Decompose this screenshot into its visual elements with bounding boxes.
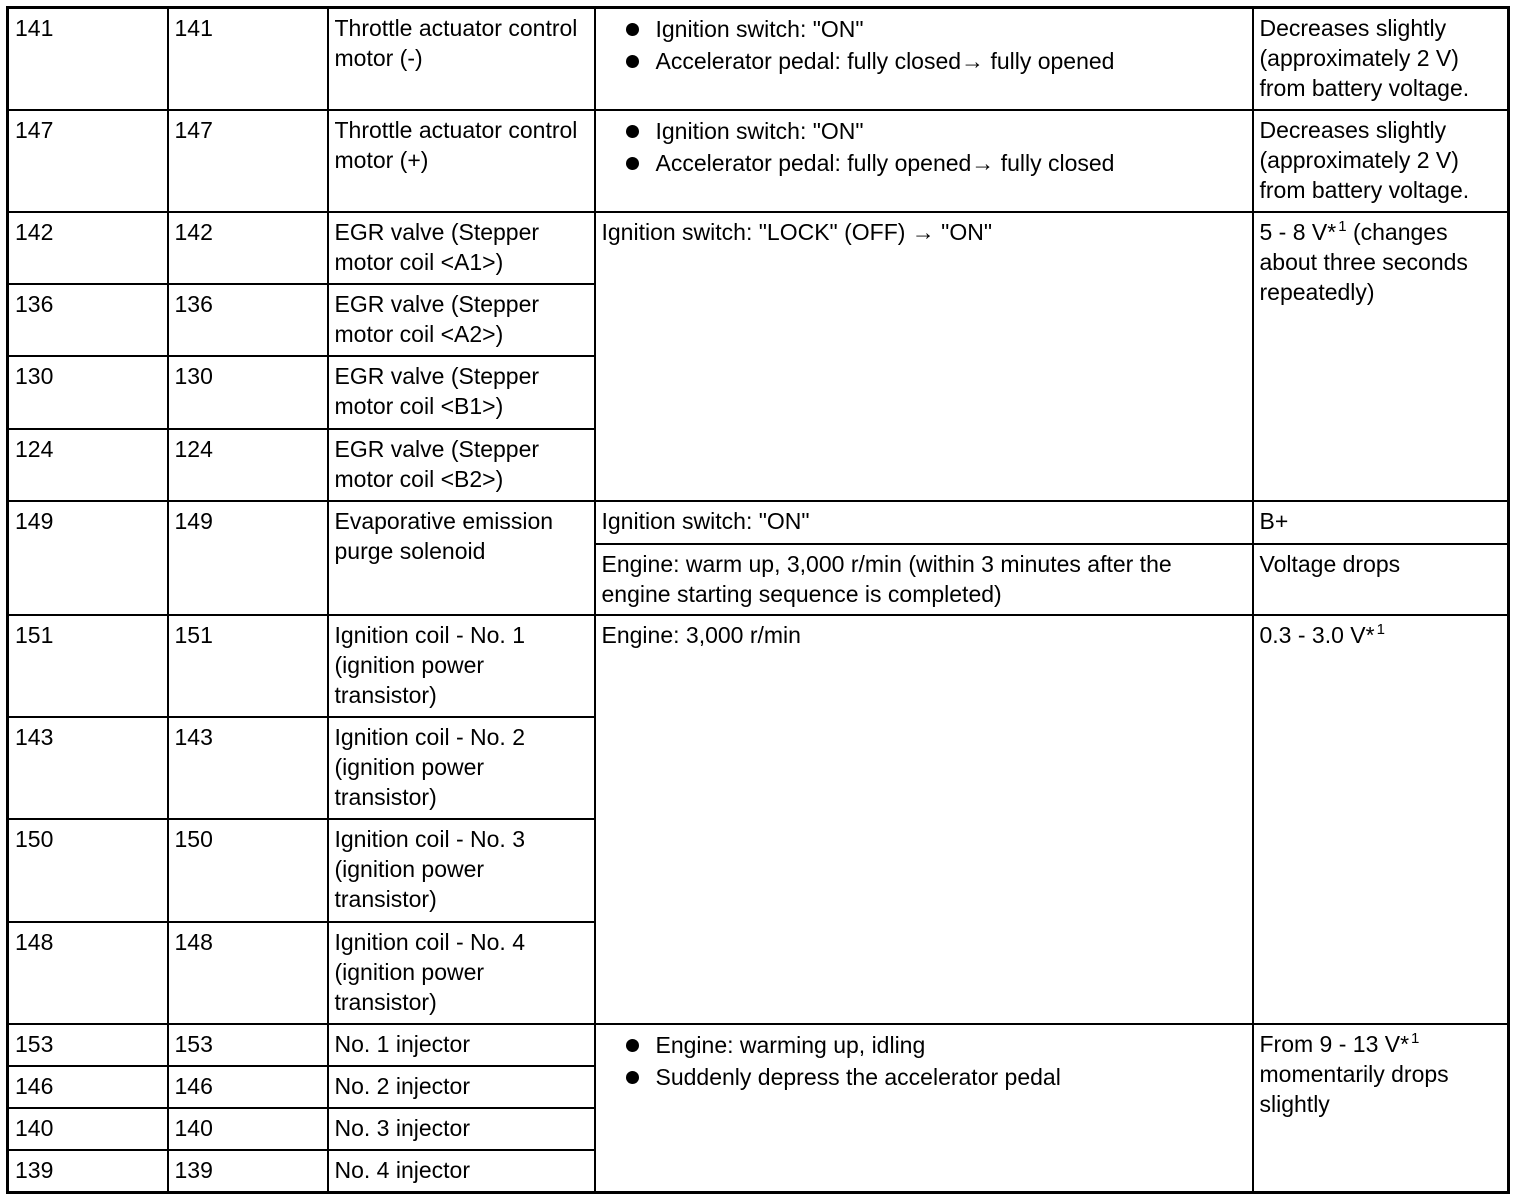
condition-item: Accelerator pedal: fully opened→ fully closed xyxy=(622,147,1246,179)
terminal-no-cell: 146 xyxy=(8,1066,168,1108)
condition-item: Ignition switch: "ON" xyxy=(622,13,1246,45)
terminal-no-cell: 151 xyxy=(168,615,328,717)
check-item-cell: EGR valve (Stepper motor coil <B2>) xyxy=(328,429,595,501)
condition-cell: Engine: 3,000 r/min xyxy=(595,615,1253,1024)
terminal-no-cell: 147 xyxy=(168,110,328,212)
terminal-no-cell: 149 xyxy=(8,501,168,615)
check-item-cell: Ignition coil - No. 1 (ignition power transistor) xyxy=(328,615,595,717)
condition-cell xyxy=(595,1024,1253,1193)
terminal-no-cell: 139 xyxy=(168,1150,328,1192)
terminal-no-cell: 149 xyxy=(168,501,328,615)
terminal-no-cell: 150 xyxy=(168,819,328,921)
normal-condition-cell: 0.3 - 3.0 V* $^1$ xyxy=(1253,615,1509,1024)
bullet-icon xyxy=(626,55,639,68)
normal-condition-cell: B+ xyxy=(1253,501,1509,544)
terminal-no-cell: 148 xyxy=(168,922,328,1024)
terminal-no-cell: 142 xyxy=(8,212,168,284)
check-item-cell: Throttle actuator control motor (+) xyxy=(328,110,595,212)
table-row xyxy=(8,212,1509,284)
check-item-cell: Evaporative emission purge solenoid xyxy=(328,501,595,615)
terminal-no-cell: 130 xyxy=(168,356,328,428)
table-row xyxy=(8,110,1509,212)
normal-condition-cell: Voltage drops xyxy=(1253,544,1509,615)
terminal-no-cell: 146 xyxy=(168,1066,328,1108)
terminal-no-cell: 153 xyxy=(168,1024,328,1066)
terminal-no-cell: 148 xyxy=(8,922,168,1024)
normal-condition-cell: Decreases slightly (approximately 2 V) from battery voltage. xyxy=(1253,8,1509,110)
condition-cell: Ignition switch: "ON" xyxy=(595,501,1253,544)
terminal-voltage-table xyxy=(6,6,1510,1194)
table-row xyxy=(8,501,1509,544)
bullet-icon xyxy=(626,23,639,36)
check-item-cell: EGR valve (Stepper motor coil <A2>) xyxy=(328,284,595,356)
terminal-no-cell: 140 xyxy=(8,1108,168,1150)
condition-cell: Engine: warm up, 3,000 r/min (within 3 minutes after the engine starting sequence is completed) xyxy=(595,544,1253,615)
check-item-cell: Throttle actuator control motor (-) xyxy=(328,8,595,110)
terminal-no-cell: 143 xyxy=(168,717,328,819)
bullet-icon xyxy=(626,1071,639,1084)
check-item-cell: EGR valve (Stepper motor coil <B1>) xyxy=(328,356,595,428)
condition-item: Accelerator pedal: fully closed→ fully opened xyxy=(622,45,1246,77)
terminal-no-cell: 143 xyxy=(8,717,168,819)
terminal-no-cell: 141 xyxy=(8,8,168,110)
terminal-no-cell: 151 xyxy=(8,615,168,717)
terminal-no-cell: 136 xyxy=(8,284,168,356)
bullet-icon xyxy=(626,157,639,170)
check-item-cell: Ignition coil - No. 3 (ignition power transistor) xyxy=(328,819,595,921)
terminal-no-cell: 124 xyxy=(8,429,168,501)
table-row xyxy=(8,8,1509,110)
condition-item: Suddenly depress the accelerator pedal xyxy=(622,1061,1246,1093)
check-item-cell: No. 1 injector xyxy=(328,1024,595,1066)
table-row xyxy=(8,615,1509,717)
terminal-no-cell: 136 xyxy=(168,284,328,356)
check-item-cell: Ignition coil - No. 2 (ignition power transistor) xyxy=(328,717,595,819)
condition-cell xyxy=(595,8,1253,110)
terminal-no-cell: 153 xyxy=(8,1024,168,1066)
terminal-no-cell: 130 xyxy=(8,356,168,428)
terminal-no-cell: 140 xyxy=(168,1108,328,1150)
terminal-no-cell: 150 xyxy=(8,819,168,921)
terminal-no-cell: 142 xyxy=(168,212,328,284)
normal-condition-cell: From 9 - 13 V* $^1$ momentarily drops slightly xyxy=(1253,1024,1509,1193)
bullet-icon xyxy=(626,1039,639,1052)
condition-item: Engine: warming up, idling xyxy=(622,1029,1246,1061)
check-item-cell: No. 2 injector xyxy=(328,1066,595,1108)
condition-item: Ignition switch: "ON" xyxy=(622,115,1246,147)
check-item-cell: No. 4 injector xyxy=(328,1150,595,1192)
terminal-no-cell: 124 xyxy=(168,429,328,501)
terminal-no-cell: 147 xyxy=(8,110,168,212)
condition-cell: Ignition switch: "LOCK" (OFF) → "ON" xyxy=(595,212,1253,501)
check-item-cell: EGR valve (Stepper motor coil <A1>) xyxy=(328,212,595,284)
terminal-no-cell: 141 xyxy=(168,8,328,110)
check-item-cell: No. 3 injector xyxy=(328,1108,595,1150)
check-item-cell: Ignition coil - No. 4 (ignition power transistor) xyxy=(328,922,595,1024)
condition-cell xyxy=(595,110,1253,212)
normal-condition-cell: 5 - 8 V* $^1$ (changes about three seconds repeatedly) xyxy=(1253,212,1509,501)
table-row xyxy=(8,1024,1509,1066)
normal-condition-cell: Decreases slightly (approximately 2 V) from battery voltage. xyxy=(1253,110,1509,212)
bullet-icon xyxy=(626,125,639,138)
terminal-no-cell: 139 xyxy=(8,1150,168,1192)
